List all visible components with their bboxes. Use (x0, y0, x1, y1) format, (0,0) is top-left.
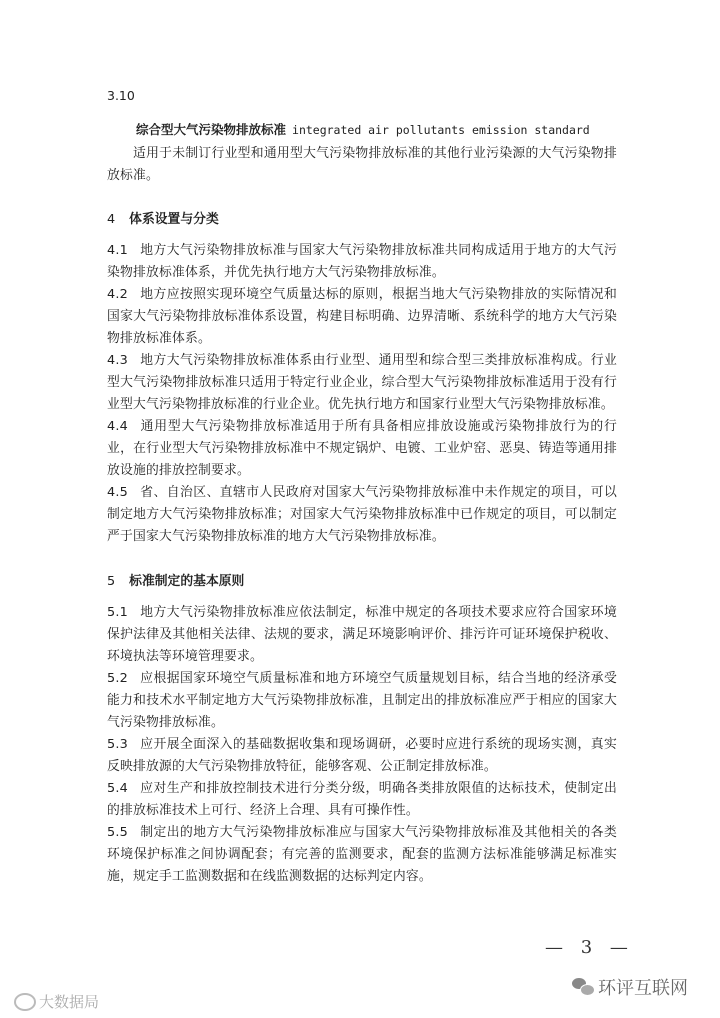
wechat-icon (572, 978, 594, 996)
clause-5-1 (107, 602, 617, 668)
clause-text: 应对生产和排放控制技术进行分类分级，明确各类排放限值的达标技术，使制定出的排放标准技术上可行、经济上合理、具有可操作性。 (107, 781, 617, 818)
section-5-number: 5 (107, 574, 116, 589)
section-5-heading (107, 570, 244, 589)
watermark-left (14, 991, 99, 1012)
term-title-en: integrated air pollutants emission standard (292, 123, 590, 137)
term-title (136, 120, 590, 138)
watermark-right (572, 974, 688, 1000)
clause-number: 4.1 (107, 243, 128, 258)
logo-icon (14, 993, 36, 1011)
section-5-title: 标准制定的基本原则 (129, 574, 245, 589)
clause-number: 5.2 (107, 671, 128, 686)
clause-4-5 (107, 482, 617, 548)
clause-5-5 (107, 822, 617, 888)
clause-text: 省、自治区、直辖市人民政府对国家大气污染物排放标准中未作规定的项目，可以制定地方大气污染物排放标准；对国家大气污染物排放标准中已作规定的项目，可以制定严于国家大气污染物排放标准的地方大气污染物排放标准。 (107, 485, 617, 544)
clause-5-4 (107, 778, 617, 822)
clause-4-2 (107, 284, 617, 350)
clause-text: 地方大气污染物排放标准体系由行业型、通用型和综合型三类排放标准构成。行业型大气污染物排放标准只适用于特定行业企业，综合型大气污染物排放标准适用于没有行业型大气污染物排放标准的行业企业。优先执行地方和国家行业型大气污染物排放标准。 (107, 353, 617, 412)
clause-text: 应根据国家环境空气质量标准和地方环境空气质量规划目标，结合当地的经济承受能力和技术水平制定地方大气污染物排放标准，且制定出的排放标准应严于相应的国家大气污染物排放标准。 (107, 671, 617, 730)
clause-number: 4.4 (107, 419, 128, 434)
clause-number: 5.4 (107, 781, 128, 796)
clause-4-3 (107, 350, 617, 416)
section-4-heading (107, 208, 219, 227)
section-4-title: 体系设置与分类 (129, 212, 219, 227)
page-number: — 3 — (545, 937, 634, 958)
clause-text: 地方大气污染物排放标准与国家大气污染物排放标准共同构成适用于地方的大气污染物排放标准体系，并优先执行地方大气污染物排放标准。 (107, 243, 617, 280)
section-3-10-number: 3.10 (107, 88, 135, 103)
clause-text: 通用型大气污染物排放标准适用于所有具备相应排放设施或污染物排放行为的行业，在行业型大气污染物排放标准中不规定锅炉、电镀、工业炉窑、恶臭、铸造等通用排放设施的排放控制要求。 (107, 419, 617, 478)
clause-text: 地方大气污染物排放标准应依法制定，标准中规定的各项技术要求应符合国家环境保护法律及其他相关法律、法规的要求，满足环境影响评价、排污许可证环境保护税收、环境执法等环境管理要求。 (107, 605, 617, 664)
watermark-left-text: 大数据局 (39, 993, 100, 1011)
clause-text: 制定出的地方大气污染物排放标准应与国家大气污染物排放标准及其他相关的各类环境保护标准之间协调配套；有完善的监测要求，配套的监测方法标准能够满足标准实施，规定手工监测数据和在线监测数据的达标判定内容。 (107, 825, 617, 884)
clause-text: 应开展全面深入的基础数据收集和现场调研，必要时应进行系统的现场实测，真实反映排放源的大气污染物排放特征，能够客观、公正制定排放标准。 (107, 737, 617, 774)
clause-5-3 (107, 734, 617, 778)
clause-number: 5.5 (107, 825, 128, 840)
clause-number: 5.3 (107, 737, 128, 752)
section-4-number: 4 (107, 212, 116, 227)
clause-number: 4.5 (107, 485, 128, 500)
clause-4-1 (107, 240, 617, 284)
clause-text: 地方应按照实现环境空气质量达标的原则，根据当地大气污染物排放的实际情况和国家大气污染物排放标准体系设置，构建目标明确、边界清晰、系统科学的地方大气污染物排放标准体系。 (107, 287, 617, 346)
clause-4-4 (107, 416, 617, 482)
watermark-right-text: 环评互联网 (598, 978, 688, 999)
clause-5-2 (107, 668, 617, 734)
term-definition: 适用于未制订行业型和通用型大气污染物排放标准的其他行业污染源的大气污染物排放标准。 (107, 146, 617, 183)
clause-number: 4.3 (107, 353, 128, 368)
clause-number: 5.1 (107, 605, 128, 620)
clause-number: 4.2 (107, 287, 128, 302)
term-title-zh: 综合型大气污染物排放标准 (136, 122, 287, 137)
